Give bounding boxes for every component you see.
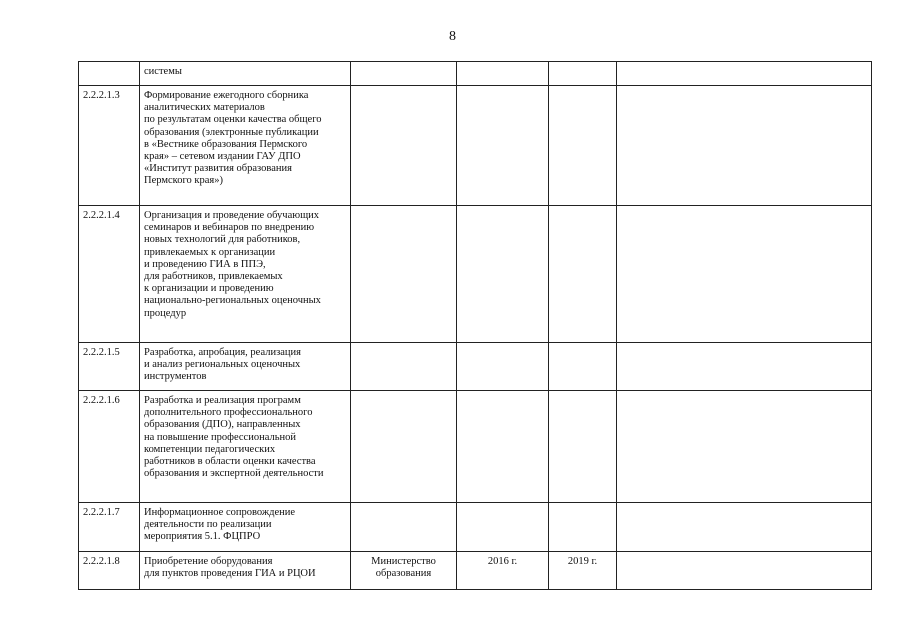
- table-row: [79, 206, 872, 343]
- table-row: [79, 503, 872, 552]
- start-date-cell: [457, 343, 549, 391]
- start-date-cell: 2016 г.: [457, 552, 549, 590]
- page-number: 8: [449, 29, 456, 44]
- row-number-cell: 2.2.2.1.5: [79, 343, 140, 391]
- row-number-cell: 2.2.2.1.7: [79, 503, 140, 552]
- row-number-cell: 2.2.2.1.4: [79, 206, 140, 343]
- activity-description-cell: Информационное сопровождение деятельности по реализации мероприятия 5.1. ФЦПРО: [140, 503, 351, 552]
- executor-cell: [351, 343, 457, 391]
- executor-cell: Министерство образования: [351, 552, 457, 590]
- start-date-cell: [457, 206, 549, 343]
- end-date-cell: [549, 503, 617, 552]
- activities-table: [78, 61, 872, 590]
- start-date-cell: [457, 86, 549, 206]
- row-number-cell: 2.2.2.1.8: [79, 552, 140, 590]
- notes-cell: [617, 503, 872, 552]
- start-date-cell: [457, 391, 549, 503]
- activity-description-cell: Приобретение оборудования для пунктов проведения ГИА и РЦОИ: [140, 552, 351, 590]
- executor-cell: [351, 86, 457, 206]
- executor-cell: [351, 62, 457, 86]
- table-row: [79, 62, 872, 86]
- start-date-cell: [457, 62, 549, 86]
- table-row: [79, 343, 872, 391]
- notes-cell: [617, 206, 872, 343]
- end-date-cell: [549, 343, 617, 391]
- end-date-cell: [549, 86, 617, 206]
- activity-description-cell: Разработка, апробация, реализация и анализ региональных оценочных инструментов: [140, 343, 351, 391]
- notes-cell: [617, 343, 872, 391]
- table-row: [79, 391, 872, 503]
- activity-description-cell: системы: [140, 62, 351, 86]
- table-row: [79, 86, 872, 206]
- activity-description-cell: Разработка и реализация программ дополнительного профессионального образования (ДПО), направленных на повышение профессиональной компетенции педагогических работников в области оценки качества образования и экспертной деятельности: [140, 391, 351, 503]
- notes-cell: [617, 86, 872, 206]
- end-date-cell: [549, 391, 617, 503]
- executor-cell: [351, 206, 457, 343]
- row-number-cell: 2.2.2.1.3: [79, 86, 140, 206]
- end-date-cell: 2019 г.: [549, 552, 617, 590]
- end-date-cell: [549, 62, 617, 86]
- activity-description-cell: Организация и проведение обучающих семинаров и вебинаров по внедрению новых технологий для работников, привлекаемых к организации и проведению ГИА в ППЭ, для работников, привлекаемых к организации и проведению национально-региональных оценочных процедур: [140, 206, 351, 343]
- table-row: [79, 552, 872, 590]
- activity-description-cell: Формирование ежегодного сборника аналитических материалов по результатам оценки качества общего образования (электронные публикации в «Вестнике образования Пермского края» – сетевом издании ГАУ ДПО «Институт развития образования Пермского края»): [140, 86, 351, 206]
- notes-cell: [617, 62, 872, 86]
- notes-cell: [617, 391, 872, 503]
- executor-cell: [351, 391, 457, 503]
- row-number-cell: 2.2.2.1.6: [79, 391, 140, 503]
- row-number-cell: [79, 62, 140, 86]
- end-date-cell: [549, 206, 617, 343]
- executor-cell: [351, 503, 457, 552]
- notes-cell: [617, 552, 872, 590]
- start-date-cell: [457, 503, 549, 552]
